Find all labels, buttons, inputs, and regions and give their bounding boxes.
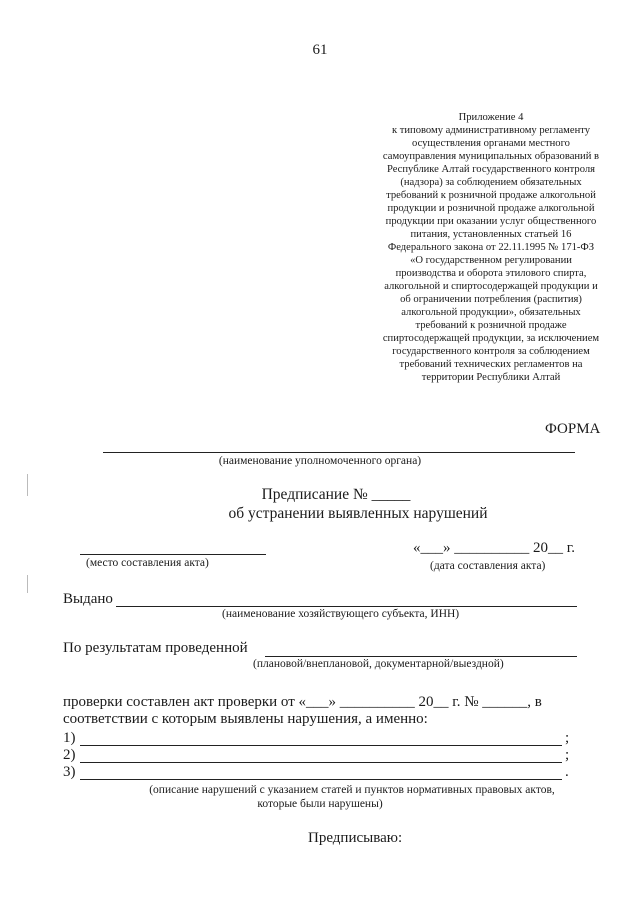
prescription-subtitle: об устранении выявленных нарушений [228,505,488,522]
appendix-line: спиртосодержащей продукции, за исключением [382,333,600,344]
violation-number: 1) [63,730,76,746]
appendix-line: требований технических регламентов на [399,359,583,370]
issued-label: Выдано [63,591,113,607]
violation-line [80,779,562,780]
check-line-1: проверки составлен акт проверки от «___» __________ 20__ г. № ______, в [63,694,542,710]
violations-caption-1: (описание нарушений с указанием статей и пунктов нормативных правовых актов, [149,784,555,796]
prescription-title: Предписание № _____ [261,486,411,503]
appendix-line: к типовому административному регламенту [391,125,591,136]
appendix-line: территории Республики Алтай [421,372,561,383]
place-line [80,554,266,555]
issued-caption: (наименование хозяйствующего субъекта, ИНН) [222,608,460,620]
authority-caption: (наименование уполномоченного органа) [218,455,422,467]
place-caption: (место составления акта) [86,557,209,569]
scan-mark [27,575,28,593]
appendix-line: производства и оборота этилового спирта, [395,268,587,279]
violation-end-mark: . [565,764,569,780]
violation-end-mark: ; [565,730,570,746]
appendix-line: самоуправления муниципальных образований в [382,151,600,162]
appendix-line: (надзора) за соблюдением обязательных [400,177,582,188]
appendix-line: требований к розничной продаже [415,320,567,331]
appendix-line: осуществления органами местного [412,138,570,149]
page-number: 61 [312,42,328,58]
appendix-line: питания, установленных статьей 16 [410,229,572,240]
appendix-line: об ограничении потребления (распития) [400,294,582,305]
violation-end-mark: ; [565,747,570,763]
appendix-line: продукции при оказании услуг общественного [385,216,597,227]
appendix-title: Приложение 4 [458,112,524,123]
check-line-2: соответствии с которым выявлены нарушения, а именно: [63,711,428,727]
appendix-line: требований к розничной продаже алкогольной [386,190,596,201]
date-field: «___» __________ 20__ г. [413,540,575,556]
authority-line [103,452,575,453]
appendix-line: алкогольной и спиртосодержащей продукции и [384,281,598,292]
violation-line [80,762,562,763]
scan-mark [27,474,28,496]
violation-number: 3) [63,764,76,780]
violations-caption-2: которые были нарушены) [257,798,383,810]
appendix-header [352,111,630,384]
appendix-line: продукции и розничной продаже алкогольной [387,203,595,214]
date-caption: (дата составления акта) [430,560,546,572]
prescribe-heading: Предписываю: [308,830,403,846]
violation-number: 2) [63,747,76,763]
issued-line [116,606,577,607]
appendix-line: Федерального закона от 22.11.1995 № 171-ФЗ [387,242,595,253]
results-line [265,656,577,657]
results-label: По результатам проведенной [63,640,248,656]
form-label: ФОРМА [545,421,601,437]
appendix-line: государственного контроля за соблюдением [392,346,590,357]
appendix-line: «О государственном регулировании [410,255,572,266]
appendix-line: Республике Алтай государственного контроля [386,164,596,175]
appendix-line: алкогольной продукции», обязательных [401,307,581,318]
violation-line [80,745,562,746]
results-caption: (плановой/внеплановой, документарной/выездной) [253,658,504,670]
